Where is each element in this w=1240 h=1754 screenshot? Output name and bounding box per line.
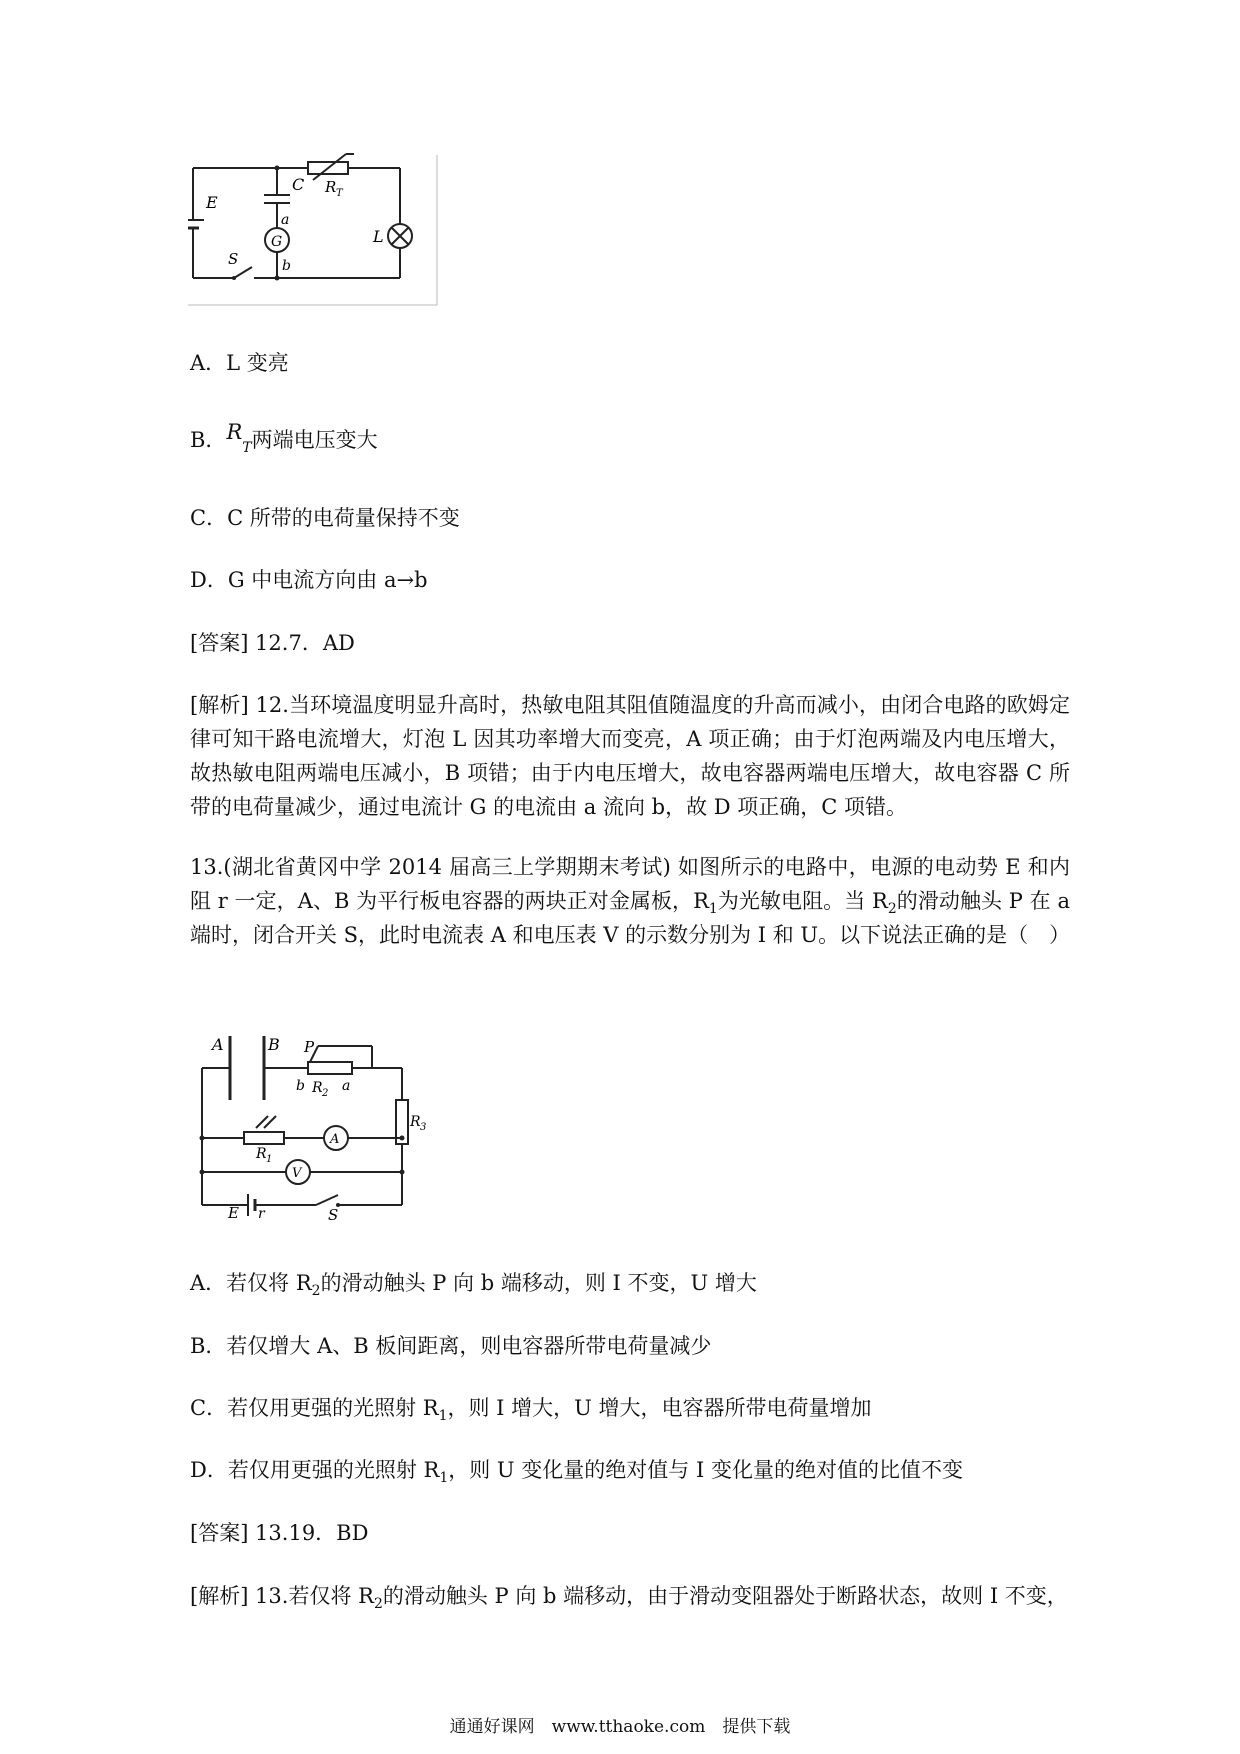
label-rt-sub: T	[336, 188, 343, 199]
label-p: P	[304, 1038, 315, 1056]
q13-option-d	[190, 1457, 963, 1487]
label-g: G	[271, 234, 283, 250]
label-end-a: a	[342, 1078, 351, 1094]
q12-option-b-prefix: B．	[190, 428, 227, 452]
label-b: b	[282, 258, 291, 274]
circuit-diagram-q12	[188, 150, 438, 310]
label-r3: R	[410, 1114, 421, 1130]
label-e2: E	[228, 1204, 239, 1220]
label-plate-b: B	[268, 1035, 280, 1054]
q13-option-d-part1: D．若仅用更强的光照射 R	[190, 1458, 440, 1482]
q13-analysis-part2: 的滑动触头 P 向 b 端移动，由于滑动变阻器处于断路状态，故则 I 不变，	[382, 1584, 1068, 1608]
label-e: E	[206, 193, 218, 212]
label-voltmeter: V	[292, 1166, 302, 1181]
label-r1: R	[256, 1146, 267, 1162]
label-ammeter: A	[330, 1132, 340, 1147]
label-r3-sub: 3	[420, 1122, 427, 1133]
q13-stem	[190, 850, 1070, 952]
page-footer: 通通好课网 www.tthaoke.com 提供下载	[449, 1717, 791, 1737]
q13-stem-part2: 为光敏电阻。当 R	[717, 889, 888, 913]
circuit-diagram-q13	[188, 1030, 428, 1220]
q13-option-a-sub: 2	[311, 1283, 321, 1300]
q13-stem-part3: 的滑动触头 P 在 a 端时，闭合开关 S，此时电流表 A 和电压表 V 的示数分别为 I 和 U。以下说法正确的是（ ）	[190, 889, 1071, 947]
label-a: a	[281, 212, 290, 228]
q12-option-a: A．L 变亮	[190, 351, 289, 375]
label-plate-a: A	[212, 1035, 224, 1054]
q13-option-d-part2: ，则 U 变化量的绝对值与 I 变化量的绝对值的比值不变	[448, 1458, 963, 1482]
q13-option-c-part1: C．若仅用更强的光照射 R	[190, 1396, 439, 1420]
q12-answer: [答案] 12.7．AD	[190, 631, 355, 655]
q13-stem-part1: 13.(湖北省黄冈中学 2014 届高三上学期期末考试) 如图所示的电路中，电源的电动势 E 和内阻 r 一定，A、B 为平行板电容器的两块正对金属板，R	[190, 855, 1070, 913]
q13-option-a-part1: A．若仅将 R	[190, 1271, 312, 1295]
label-r2-sub: 2	[322, 1088, 329, 1099]
label-l: L	[373, 227, 384, 246]
q12-option-b-sub: T	[242, 440, 252, 457]
q12-option-b-text: 两端电压变大	[251, 428, 378, 452]
q13-analysis-sub: 2	[373, 1596, 383, 1613]
q12-analysis: [解析] 12.当环境温度明显升高时，热敏电阻其阻值随温度的升高而减小，由闭合电路的欧姆定律可知干路电流增大，灯泡 L 因其功率增大而变亮，A 项正确；由于灯泡两端及内电压增大，故热敏电阻两端电压减小，B 项错；由于内电压增大，故电容器两端电压增大，故电容器 C 所带的电荷量减少，通过电流计 G 的电流由 a 流向 b，故 D 项正确，C 项错。	[190, 693, 1070, 819]
q12-option-b-symbol: R	[226, 420, 243, 444]
label-r2: R	[312, 1080, 323, 1096]
q12-option-c: C．C 所带的电荷量保持不变	[190, 506, 460, 530]
label-r1-sub: 1	[266, 1154, 273, 1165]
q13-option-c-part2: ，则 I 增大，U 增大，电容器所带电荷量增加	[447, 1396, 872, 1420]
label-c: C	[292, 175, 305, 194]
q13-option-b: B．若仅增大 A、B 板间距离，则电容器所带电荷量减少	[190, 1334, 712, 1358]
q13-option-a-part2: 的滑动触头 P 向 b 端移动，则 I 不变，U 增大	[320, 1271, 757, 1295]
label-r: r	[258, 1206, 265, 1220]
q13-stem-sub1: 1	[708, 901, 718, 918]
q13-option-c	[190, 1395, 872, 1425]
q13-option-d-sub: 1	[439, 1470, 449, 1487]
q13-analysis	[190, 1583, 1068, 1613]
label-end-b: b	[296, 1078, 305, 1094]
q13-option-a	[190, 1270, 757, 1300]
label-s2: S	[328, 1206, 339, 1220]
label-s: S	[228, 250, 239, 268]
q12-option-b	[190, 420, 378, 457]
q13-stem-sub2: 2	[887, 901, 897, 918]
q13-answer: [答案] 13.19．BD	[190, 1521, 369, 1545]
q12-option-d: D．G 中电流方向由 a→b	[190, 568, 428, 592]
q13-option-c-sub: 1	[438, 1408, 448, 1425]
label-rt: R	[325, 178, 337, 196]
q13-analysis-part1: [解析] 13.若仅将 R	[190, 1584, 374, 1608]
